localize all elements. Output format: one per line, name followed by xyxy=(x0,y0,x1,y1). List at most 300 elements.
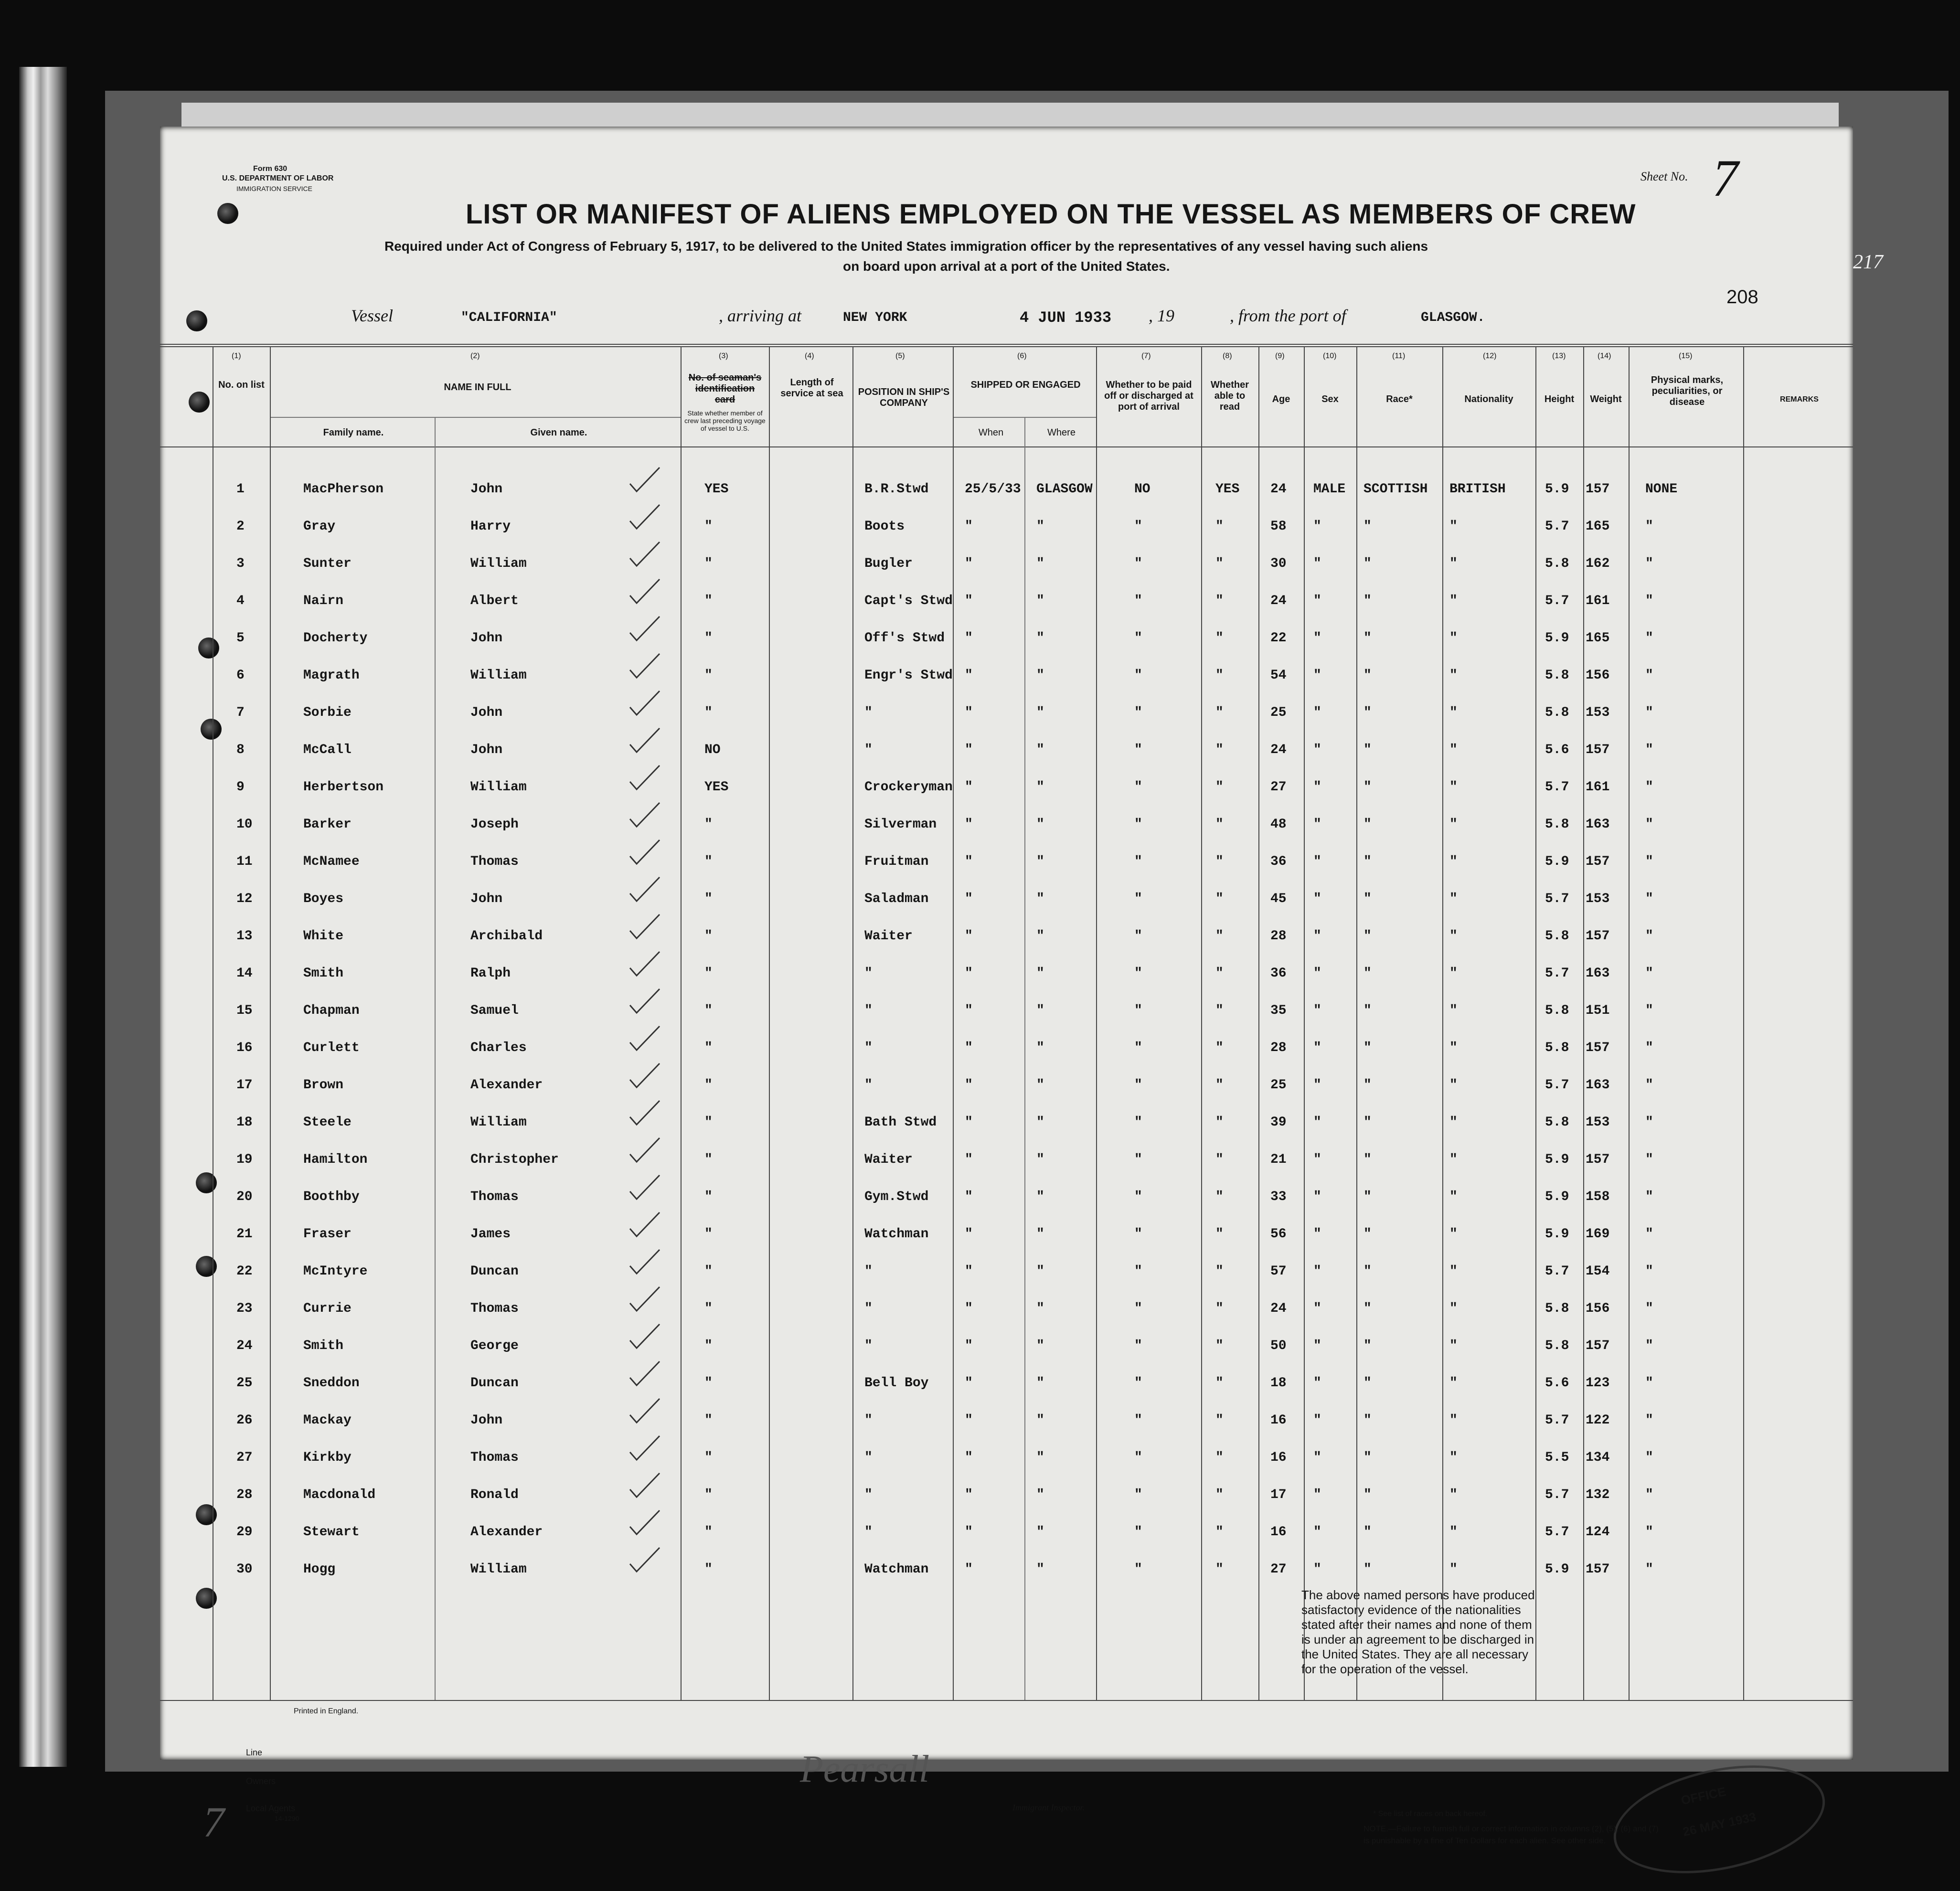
colnum-10: (10) xyxy=(1323,352,1337,360)
cell-able-read: " xyxy=(1215,929,1224,944)
cell-height: 5.9 xyxy=(1545,1227,1569,1242)
cell-paid-off: " xyxy=(1134,594,1142,608)
cell-race: " xyxy=(1363,1562,1372,1577)
cell-marks: " xyxy=(1645,1562,1653,1577)
table-row xyxy=(160,508,1853,545)
punch-hole xyxy=(189,392,210,413)
check-mark-icon xyxy=(628,1099,661,1127)
check-mark-icon xyxy=(628,652,661,680)
cell-nationality: " xyxy=(1449,817,1458,832)
header-age: Age xyxy=(1272,394,1290,404)
cell-able-read: " xyxy=(1215,705,1224,720)
cell-age: 45 xyxy=(1270,892,1287,906)
stamp-date: 26 MAY 1933 xyxy=(1681,1809,1758,1839)
cell-given-name: John xyxy=(470,482,503,497)
colnum-12: (12) xyxy=(1483,352,1497,360)
colnum-11: (11) xyxy=(1392,352,1406,360)
cell-height: 5.8 xyxy=(1545,929,1569,944)
cell-marks: " xyxy=(1645,929,1653,944)
cell-marks: " xyxy=(1645,1450,1653,1465)
cell-shipped-when: " xyxy=(965,1339,973,1353)
cell-row-number: 8 xyxy=(236,743,245,757)
cell-sex: " xyxy=(1313,1562,1321,1577)
table-row xyxy=(160,1439,1853,1476)
cell-age: 39 xyxy=(1270,1115,1287,1130)
declaration-line: the United States. They are all necessary xyxy=(1301,1647,1528,1661)
cell-row-number: 13 xyxy=(236,929,253,944)
cell-row-number: 10 xyxy=(236,817,253,832)
table-row xyxy=(160,806,1853,843)
header-height: Height xyxy=(1544,394,1575,404)
cell-row-number: 12 xyxy=(236,892,253,906)
table-row xyxy=(160,545,1853,582)
cell-age: 16 xyxy=(1270,1413,1287,1428)
cell-position: " xyxy=(864,1487,873,1502)
cell-row-number: 9 xyxy=(236,780,245,795)
cell-position: " xyxy=(864,1339,873,1353)
owners-label: Owners xyxy=(246,1776,276,1786)
cell-shipped-where: " xyxy=(1036,892,1044,906)
cell-family-name: Boothby xyxy=(303,1190,360,1204)
cell-sex: " xyxy=(1313,1525,1321,1540)
cell-height: 5.8 xyxy=(1545,705,1569,720)
cell-given-name: John xyxy=(470,892,503,906)
cell-paid-off: NO xyxy=(1134,482,1150,497)
cell-sex: " xyxy=(1313,1264,1321,1279)
cell-id-card: YES xyxy=(704,780,729,795)
cell-shipped-where: " xyxy=(1036,854,1044,869)
cell-given-name: Albert xyxy=(470,594,519,608)
cell-position: " xyxy=(864,705,873,720)
cell-race: " xyxy=(1363,1190,1372,1204)
cell-sex: " xyxy=(1313,1190,1321,1204)
cell-shipped-where: " xyxy=(1036,929,1044,944)
cell-nationality: " xyxy=(1449,1115,1458,1130)
cell-given-name: William xyxy=(470,1115,527,1130)
cell-shipped-when: " xyxy=(965,817,973,832)
cell-given-name: Charles xyxy=(470,1041,527,1055)
cell-race: " xyxy=(1363,1041,1372,1055)
cell-row-number: 19 xyxy=(236,1152,253,1167)
cell-family-name: Magrath xyxy=(303,668,360,683)
cell-sex: " xyxy=(1313,1041,1321,1055)
cell-nationality: " xyxy=(1449,1041,1458,1055)
cell-race: " xyxy=(1363,1264,1372,1279)
cell-sex: " xyxy=(1313,1450,1321,1465)
cell-family-name: Hogg xyxy=(303,1562,336,1577)
cell-sex: " xyxy=(1313,594,1321,608)
cell-weight: 154 xyxy=(1586,1264,1610,1279)
cell-race: " xyxy=(1363,556,1372,571)
cell-family-name: MacPherson xyxy=(303,482,384,497)
cell-given-name: Thomas xyxy=(470,1450,519,1465)
cell-shipped-when: " xyxy=(965,705,973,720)
cell-height: 5.7 xyxy=(1545,1487,1569,1502)
cell-position: " xyxy=(864,1525,873,1540)
cell-nationality: " xyxy=(1449,594,1458,608)
cell-id-card: " xyxy=(704,1190,713,1204)
check-mark-icon xyxy=(628,1285,661,1314)
cell-race: " xyxy=(1363,929,1372,944)
cell-shipped-where: " xyxy=(1036,817,1044,832)
cell-height: 5.8 xyxy=(1545,1115,1569,1130)
table-row xyxy=(160,1364,1853,1402)
cell-given-name: Archibald xyxy=(470,929,543,944)
cell-sex: " xyxy=(1313,1301,1321,1316)
cell-shipped-when: " xyxy=(965,1003,973,1018)
cell-able-read: " xyxy=(1215,1450,1224,1465)
cell-weight: 163 xyxy=(1586,966,1610,981)
cell-weight: 169 xyxy=(1586,1227,1610,1242)
cell-id-card: " xyxy=(704,1450,713,1465)
cell-nationality: " xyxy=(1449,1413,1458,1428)
cell-height: 5.9 xyxy=(1545,1190,1569,1204)
cell-marks: " xyxy=(1645,1152,1653,1167)
cell-row-number: 7 xyxy=(236,705,245,720)
department: U.S. DEPARTMENT OF LABOR xyxy=(222,174,334,182)
cell-shipped-where: " xyxy=(1036,1562,1044,1577)
check-mark-icon xyxy=(628,801,661,829)
header-able-read: Whether able to read xyxy=(1211,380,1249,412)
cell-nationality: " xyxy=(1449,743,1458,757)
header-weight: Weight xyxy=(1590,394,1622,404)
cell-position: " xyxy=(864,1264,873,1279)
cell-marks: " xyxy=(1645,854,1653,869)
cell-nationality: " xyxy=(1449,1227,1458,1242)
cell-race: " xyxy=(1363,1115,1372,1130)
cell-position: " xyxy=(864,1041,873,1055)
vessel-label: Vessel xyxy=(351,306,393,325)
cell-age: 30 xyxy=(1270,556,1287,571)
cell-paid-off: " xyxy=(1134,1525,1142,1540)
cell-nationality: " xyxy=(1449,1525,1458,1540)
cell-able-read: " xyxy=(1215,1003,1224,1018)
cell-row-number: 1 xyxy=(236,482,245,497)
cell-given-name: Duncan xyxy=(470,1264,519,1279)
cell-shipped-when: " xyxy=(965,519,973,534)
cell-race: " xyxy=(1363,1525,1372,1540)
cell-height: 5.9 xyxy=(1545,1562,1569,1577)
cell-marks: " xyxy=(1645,1003,1653,1018)
cell-weight: 157 xyxy=(1586,1339,1610,1353)
check-mark-icon xyxy=(628,615,661,643)
cell-marks: " xyxy=(1645,1301,1653,1316)
cell-family-name: Sunter xyxy=(303,556,352,571)
table-row xyxy=(160,1104,1853,1141)
cell-paid-off: " xyxy=(1134,1376,1142,1391)
cell-able-read: " xyxy=(1215,1301,1224,1316)
cell-shipped-where: " xyxy=(1036,1525,1044,1540)
cell-height: 5.7 xyxy=(1545,594,1569,608)
cell-sex: " xyxy=(1313,1376,1321,1391)
check-mark-icon xyxy=(628,689,661,718)
colnum-13: (13) xyxy=(1552,352,1566,360)
cell-paid-off: " xyxy=(1134,631,1142,646)
table-row xyxy=(160,843,1853,880)
cell-paid-off: " xyxy=(1134,1041,1142,1055)
cell-position: Silverman xyxy=(864,817,937,832)
header-where: Where xyxy=(1047,427,1076,438)
cell-height: 5.7 xyxy=(1545,1413,1569,1428)
cell-shipped-where: " xyxy=(1036,1078,1044,1093)
cell-marks: " xyxy=(1645,1078,1653,1093)
cell-given-name: Harry xyxy=(470,519,511,534)
cell-marks: " xyxy=(1645,892,1653,906)
cell-shipped-where: " xyxy=(1036,1152,1044,1167)
cell-given-name: George xyxy=(470,1339,519,1353)
colnum-2: (2) xyxy=(470,352,480,360)
cell-position: " xyxy=(864,1413,873,1428)
check-mark-icon xyxy=(628,838,661,867)
cell-paid-off: " xyxy=(1134,966,1142,981)
cell-race: " xyxy=(1363,519,1372,534)
cell-height: 5.8 xyxy=(1545,556,1569,571)
cell-nationality: " xyxy=(1449,556,1458,571)
cell-shipped-when: " xyxy=(965,1190,973,1204)
cell-able-read: " xyxy=(1215,1152,1224,1167)
cell-family-name: Stewart xyxy=(303,1525,360,1540)
cell-id-card: " xyxy=(704,519,713,534)
cell-position: " xyxy=(864,1003,873,1018)
cell-shipped-where: " xyxy=(1036,556,1044,571)
cell-nationality: " xyxy=(1449,668,1458,683)
cell-age: 27 xyxy=(1270,1562,1287,1577)
header-no-on-list: No. on list xyxy=(218,380,265,390)
header-marks: Physical marks, peculiarities, or disease xyxy=(1651,375,1724,407)
cell-sex: " xyxy=(1313,668,1321,683)
cell-sex: " xyxy=(1313,705,1321,720)
cell-id-card: " xyxy=(704,1562,713,1577)
cell-family-name: Smith xyxy=(303,966,344,981)
cell-given-name: William xyxy=(470,668,527,683)
cell-family-name: McNamee xyxy=(303,854,360,869)
cell-family-name: Kirkby xyxy=(303,1450,352,1465)
cell-paid-off: " xyxy=(1134,1487,1142,1502)
cell-position: Fruitman xyxy=(864,854,929,869)
cell-paid-off: " xyxy=(1134,817,1142,832)
cell-weight: 157 xyxy=(1586,1041,1610,1055)
cell-marks: " xyxy=(1645,1525,1653,1540)
cell-sex: " xyxy=(1313,743,1321,757)
cell-marks: " xyxy=(1645,519,1653,534)
cell-paid-off: " xyxy=(1134,1301,1142,1316)
cell-weight: 163 xyxy=(1586,817,1610,832)
cell-weight: 123 xyxy=(1586,1376,1610,1391)
cell-shipped-where: " xyxy=(1036,1190,1044,1204)
cell-position: Saladman xyxy=(864,892,929,906)
departure-port: GLASGOW. xyxy=(1421,310,1485,325)
cell-paid-off: " xyxy=(1134,1413,1142,1428)
sheet-label: Sheet No. xyxy=(1640,170,1688,183)
cell-nationality: " xyxy=(1449,854,1458,869)
colnum-14: (14) xyxy=(1598,352,1611,360)
cell-age: 36 xyxy=(1270,966,1287,981)
cell-height: 5.9 xyxy=(1545,631,1569,646)
cell-given-name: Joseph xyxy=(470,817,519,832)
cell-weight: 132 xyxy=(1586,1487,1610,1502)
cell-shipped-when: " xyxy=(965,929,973,944)
cell-able-read: " xyxy=(1215,594,1224,608)
cell-race: " xyxy=(1363,1450,1372,1465)
cell-shipped-when: " xyxy=(965,1152,973,1167)
cell-able-read: " xyxy=(1215,519,1224,534)
cell-marks: " xyxy=(1645,668,1653,683)
cell-marks: " xyxy=(1645,1339,1653,1353)
cell-position: " xyxy=(864,743,873,757)
cell-weight: 156 xyxy=(1586,668,1610,683)
table-row xyxy=(160,917,1853,955)
header-shipped: SHIPPED OR ENGAGED xyxy=(970,380,1081,390)
check-mark-icon xyxy=(628,913,661,941)
cell-position: Bath Stwd xyxy=(864,1115,937,1130)
colnum-5: (5) xyxy=(895,352,905,360)
cell-age: 24 xyxy=(1270,482,1287,497)
cell-row-number: 25 xyxy=(236,1376,253,1391)
cell-weight: 161 xyxy=(1586,594,1610,608)
cell-shipped-when: " xyxy=(965,1078,973,1093)
cell-able-read: " xyxy=(1215,1339,1224,1353)
table-row xyxy=(160,1551,1853,1588)
cell-family-name: Steele xyxy=(303,1115,352,1130)
table-row xyxy=(160,1402,1853,1439)
cell-paid-off: " xyxy=(1134,519,1142,534)
inspector-label: Immigrant Inspector. xyxy=(1012,1803,1085,1812)
cell-row-number: 3 xyxy=(236,556,245,571)
arriving-label: , arriving at xyxy=(719,306,802,325)
cell-height: 5.7 xyxy=(1545,780,1569,795)
cell-id-card: " xyxy=(704,1152,713,1167)
cell-position: Waiter xyxy=(864,1152,913,1167)
cell-sex: " xyxy=(1313,929,1321,944)
cell-race: " xyxy=(1363,1227,1372,1242)
cell-family-name: Boyes xyxy=(303,892,344,906)
cell-row-number: 15 xyxy=(236,1003,253,1018)
cell-race: " xyxy=(1363,1301,1372,1316)
cell-able-read: " xyxy=(1215,854,1224,869)
cell-nationality: " xyxy=(1449,1376,1458,1391)
cell-marks: " xyxy=(1645,556,1653,571)
cell-paid-off: " xyxy=(1134,1190,1142,1204)
cell-row-number: 28 xyxy=(236,1487,253,1502)
cell-id-card: " xyxy=(704,668,713,683)
cell-given-name: John xyxy=(470,631,503,646)
cell-race: " xyxy=(1363,1339,1372,1353)
cell-race: " xyxy=(1363,1376,1372,1391)
table-row xyxy=(160,1141,1853,1178)
cell-sex: " xyxy=(1313,1115,1321,1130)
cell-age: 33 xyxy=(1270,1190,1287,1204)
check-mark-icon xyxy=(628,577,661,606)
cell-row-number: 29 xyxy=(236,1525,253,1540)
cell-age: 25 xyxy=(1270,705,1287,720)
cell-able-read: " xyxy=(1215,780,1224,795)
cell-weight: 162 xyxy=(1586,556,1610,571)
cell-race: " xyxy=(1363,1152,1372,1167)
colnum-15: (15) xyxy=(1679,352,1693,360)
cell-family-name: Docherty xyxy=(303,631,368,646)
cell-row-number: 5 xyxy=(236,631,245,646)
header-race: Race* xyxy=(1386,394,1413,404)
cell-age: 18 xyxy=(1270,1376,1287,1391)
cell-sex: " xyxy=(1313,817,1321,832)
cell-marks: " xyxy=(1645,1264,1653,1279)
punch-hole xyxy=(186,310,207,331)
cell-nationality: " xyxy=(1449,1264,1458,1279)
stamp-text: OFFICE xyxy=(1679,1784,1727,1808)
check-mark-icon xyxy=(628,726,661,755)
cell-weight: 157 xyxy=(1586,1562,1610,1577)
cell-able-read: YES xyxy=(1215,482,1240,497)
cell-race: " xyxy=(1363,854,1372,869)
cell-shipped-when: " xyxy=(965,1450,973,1465)
header-when: When xyxy=(978,427,1004,438)
cell-given-name: John xyxy=(470,705,503,720)
cell-marks: " xyxy=(1645,705,1653,720)
cell-weight: 157 xyxy=(1586,743,1610,757)
cell-race: " xyxy=(1363,1413,1372,1428)
cell-age: 24 xyxy=(1270,594,1287,608)
cell-paid-off: " xyxy=(1134,892,1142,906)
cell-shipped-when: " xyxy=(965,780,973,795)
cell-marks: " xyxy=(1645,780,1653,795)
cell-paid-off: " xyxy=(1134,1152,1142,1167)
cell-shipped-when: " xyxy=(965,1041,973,1055)
cell-able-read: " xyxy=(1215,668,1224,683)
cell-sex: " xyxy=(1313,519,1321,534)
cell-weight: 124 xyxy=(1586,1525,1610,1540)
cell-able-read: " xyxy=(1215,1376,1224,1391)
cell-row-number: 24 xyxy=(236,1339,253,1353)
cell-position: Watchman xyxy=(864,1562,929,1577)
cell-sex: " xyxy=(1313,631,1321,646)
cell-height: 5.7 xyxy=(1545,519,1569,534)
footer-note-1: NOTE.—Failure to furnish full or correct information in columns (2), (5), (6) and (7) xyxy=(1363,1824,1659,1833)
cell-family-name: Smith xyxy=(303,1339,344,1353)
cell-marks: " xyxy=(1645,1227,1653,1242)
cell-race: " xyxy=(1363,966,1372,981)
cell-age: 28 xyxy=(1270,929,1287,944)
cell-race: " xyxy=(1363,1003,1372,1018)
cell-age: 50 xyxy=(1270,1339,1287,1353)
table-row xyxy=(160,1513,1853,1551)
cell-shipped-where: " xyxy=(1036,1487,1044,1502)
cell-height: 5.6 xyxy=(1545,1376,1569,1391)
cell-family-name: Herbertson xyxy=(303,780,384,795)
check-mark-icon xyxy=(628,540,661,569)
cell-able-read: " xyxy=(1215,1227,1224,1242)
cell-position: Watchman xyxy=(864,1227,929,1242)
colnum-1: (1) xyxy=(232,352,241,360)
cell-row-number: 14 xyxy=(236,966,253,981)
cell-position: " xyxy=(864,1301,873,1316)
cell-id-card: " xyxy=(704,1041,713,1055)
cell-nationality: " xyxy=(1449,1339,1458,1353)
cell-able-read: " xyxy=(1215,817,1224,832)
margin-number: 217 xyxy=(1853,251,1883,273)
cell-id-card: NO xyxy=(704,743,721,757)
table-row xyxy=(160,1476,1853,1513)
cell-weight: 153 xyxy=(1586,1115,1610,1130)
cell-shipped-when: " xyxy=(965,854,973,869)
cell-height: 5.6 xyxy=(1545,743,1569,757)
cell-shipped-when: " xyxy=(965,1115,973,1130)
colnum-9: (9) xyxy=(1275,352,1285,360)
cell-shipped-where: " xyxy=(1036,1264,1044,1279)
race-note: * See list of races on back hereof. xyxy=(1373,1810,1488,1818)
cell-family-name: Sneddon xyxy=(303,1376,360,1391)
cell-marks: " xyxy=(1645,817,1653,832)
cell-id-card: " xyxy=(704,966,713,981)
